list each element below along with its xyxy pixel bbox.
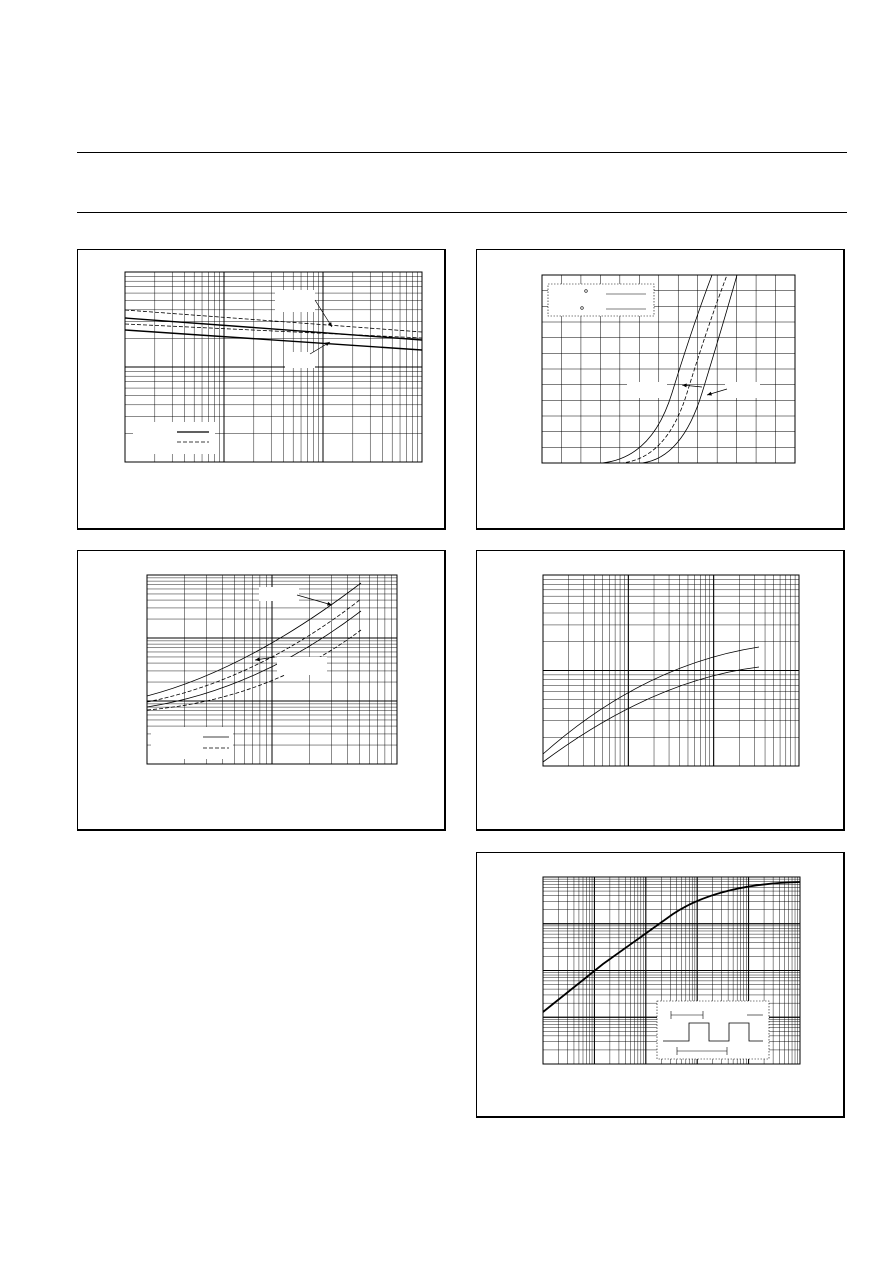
figure-panel-5 xyxy=(476,852,845,1118)
series-line xyxy=(125,324,422,338)
series-line xyxy=(543,667,759,762)
figure-5-chart xyxy=(477,853,846,1119)
annotation-label-box xyxy=(275,290,315,312)
annotation-label-box xyxy=(277,657,327,675)
annotation-arrow-head xyxy=(707,392,712,396)
annotation-arrow-head xyxy=(682,384,687,388)
legend-box xyxy=(548,284,654,316)
figure-1-chart xyxy=(78,250,447,531)
series-line xyxy=(125,330,422,350)
series-line xyxy=(543,647,759,754)
series-line xyxy=(147,630,361,710)
legend-box xyxy=(133,422,215,454)
header-top-rule xyxy=(77,152,847,153)
annotation-label-box xyxy=(285,352,315,368)
figure-3-chart xyxy=(78,551,447,832)
figure-panel-1 xyxy=(77,249,446,530)
header-bottom-rule xyxy=(77,212,847,213)
annotation-arrow-head xyxy=(327,602,332,606)
series-line xyxy=(147,611,361,707)
annotation-arrow-head xyxy=(328,322,332,327)
figure-panel-3 xyxy=(77,550,446,831)
inset-pulse-diagram xyxy=(657,1001,769,1059)
figure-4-chart xyxy=(477,551,846,832)
annotation-label-box xyxy=(627,382,667,398)
legend-box xyxy=(151,727,233,759)
annotation-label-box xyxy=(725,382,760,398)
annotation-arrow-head xyxy=(255,657,260,661)
figure-panel-2 xyxy=(476,249,845,530)
annotation-label-box xyxy=(259,587,299,601)
figure-2-chart xyxy=(477,250,846,531)
annotation-arrow xyxy=(315,300,332,327)
figure-panel-4 xyxy=(476,550,845,831)
